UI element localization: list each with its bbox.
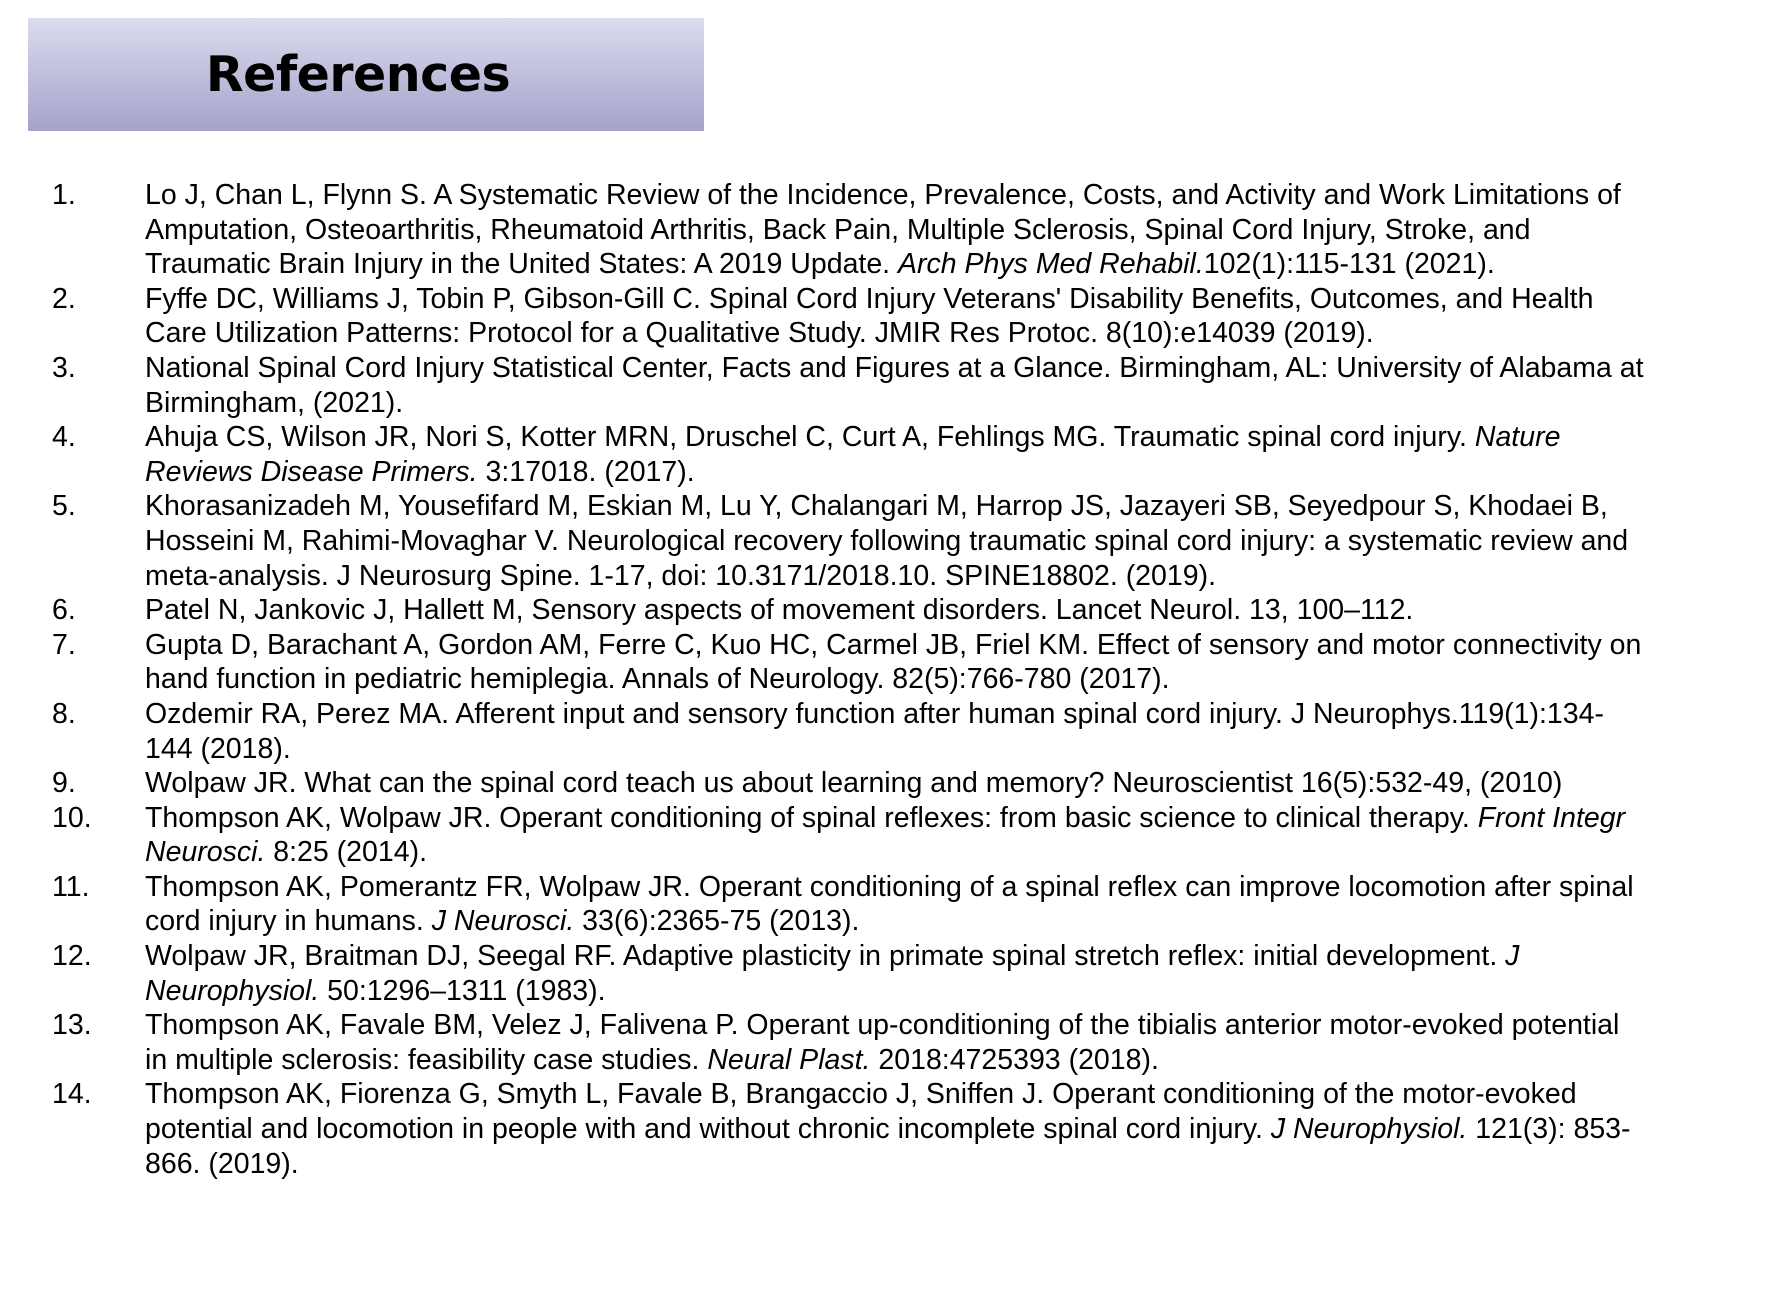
reference-citation — [145, 870, 1645, 939]
reference-item — [52, 766, 1742, 801]
reference-item — [52, 351, 1742, 420]
journal-name: J Neurophysiol. — [1270, 1113, 1468, 1146]
reference-item — [52, 870, 1742, 939]
reference-item — [52, 178, 1742, 282]
reference-item — [52, 282, 1742, 351]
reference-citation — [145, 282, 1645, 351]
reference-number: 7. — [52, 628, 76, 661]
reference-number: 13. — [52, 1009, 92, 1042]
citation-text: Ozdemir RA, Perez MA. Afferent input and sensory function after human spinal cord injury. J Neurophys.119(1):134-144 (2018). — [145, 697, 1604, 765]
reference-item — [52, 420, 1742, 489]
citation-text: Lo J, Chan L, Flynn S. A Systematic Review of the Incidence, Prevalence, Costs, and Activity and Work Limitations of Amputation, Osteoarthritis, Rheumatoid Arthritis, Back Pain, Multiple Sclerosis, Spinal Cord Injury, Stroke, and Traumatic Brain Injury in the United States: A 2019 Update. — [145, 179, 1621, 281]
journal-name: J Neurosci. — [431, 905, 575, 938]
reference-item — [52, 489, 1742, 593]
citation-text: Ahuja CS, Wilson JR, Nori S, Kotter MRN, Druschel C, Curt A, Fehlings MG. Traumatic spinal cord injury. — [145, 421, 1475, 454]
reference-number: 6. — [52, 594, 76, 627]
reference-number: 11. — [52, 870, 90, 903]
reference-item — [52, 1008, 1742, 1077]
reference-item — [52, 593, 1742, 628]
reference-number: 10. — [52, 801, 92, 834]
reference-citation — [145, 801, 1645, 870]
journal-name: Arch Phys Med Rehabil. — [898, 248, 1204, 281]
reference-number: 4. — [52, 421, 76, 454]
reference-citation — [145, 351, 1645, 420]
reference-number: 14. — [52, 1078, 92, 1111]
citation-text: 33(6):2365-75 (2013). — [574, 905, 860, 938]
citation-text: 3:17018. (2017). — [477, 455, 695, 488]
reference-citation — [145, 420, 1645, 489]
reference-item — [52, 1077, 1742, 1181]
reference-item — [52, 801, 1742, 870]
citation-text: Wolpaw JR. What can the spinal cord teach us about learning and memory? Neuroscientist 16(5):532-49, (2010) — [145, 767, 1563, 800]
reference-number: 2. — [52, 282, 76, 315]
citation-text: 102(1):115-131 (2021). — [1203, 248, 1495, 281]
reference-citation — [145, 489, 1645, 593]
citation-text: National Spinal Cord Injury Statistical Center, Facts and Figures at a Glance. Birmingham, AL: University of Alabama at Birmingham, (2021). — [145, 351, 1644, 419]
reference-citation — [145, 766, 1645, 801]
citation-text: 8:25 (2014). — [265, 836, 427, 869]
reference-number: 1. — [52, 179, 76, 211]
journal-name: Front Integr Neurosci. — [145, 801, 1626, 869]
citation-text: Gupta D, Barachant A, Gordon AM, Ferre C, Kuo HC, Carmel JB, Friel KM. Effect of sensory and motor connectivity on hand function in pediatric hemiplegia. Annals of Neurology. 82(5):766-780 (2017). — [145, 628, 1642, 696]
journal-name: Neural Plast. — [707, 1043, 871, 1076]
citation-text: Patel N, Jankovic J, Hallett M, Sensory aspects of movement disorders. Lancet Neurol. 13, 100–112. — [145, 594, 1414, 627]
citation-text: 50:1296–1311 (1983). — [319, 974, 606, 1007]
citation-text: Fyffe DC, Williams J, Tobin P, Gibson-Gill C. Spinal Cord Injury Veterans' Disability Benefits, Outcomes, and Health Care Utilization Patterns: Protocol for a Qualitative Study. JMIR Res Protoc. 8(10):e14039 (2019). — [145, 282, 1594, 350]
citation-text: Thompson AK, Favale BM, Velez J, Falivena P. Operant up-conditioning of the tibialis anterior motor-evoked potential in multiple sclerosis: feasibility case studies. — [145, 1009, 1620, 1076]
reference-number: 12. — [52, 940, 92, 973]
citation-text: Thompson AK, Pomerantz FR, Wolpaw JR. Operant conditioning of a spinal reflex can improve locomotion after spinal cord injury in humans. — [145, 870, 1634, 938]
journal-name: Nature Reviews Disease Primers. — [145, 421, 1561, 488]
title-banner — [28, 18, 704, 131]
reference-number: 5. — [52, 490, 76, 523]
reference-number: 8. — [52, 697, 76, 730]
reference-number: 3. — [52, 351, 76, 384]
citation-text: Thompson AK, Fiorenza G, Smyth L, Favale B, Brangaccio J, Sniffen J. Operant conditioning of the motor-evoked potential and locomotion in people with and without chronic incomplete spinal cord injury. — [145, 1078, 1577, 1146]
reference-item — [52, 939, 1742, 1008]
reference-item — [52, 697, 1742, 766]
reference-item — [52, 628, 1742, 697]
reference-list — [52, 178, 1742, 1181]
reference-citation — [145, 1077, 1645, 1181]
citation-text: 121(3): 853-866. (2019). — [145, 1113, 1631, 1180]
journal-name: J Neurophysiol. — [145, 940, 1520, 1007]
reference-citation — [145, 593, 1645, 628]
citation-text: Thompson AK, Wolpaw JR. Operant conditioning of spinal reflexes: from basic science to clinical therapy. — [145, 801, 1478, 834]
reference-citation — [145, 1008, 1645, 1077]
reference-number: 9. — [52, 767, 76, 800]
reference-citation — [145, 178, 1645, 282]
reference-citation — [145, 697, 1645, 766]
citation-text: 2018:4725393 (2018). — [870, 1043, 1159, 1076]
reference-citation — [145, 939, 1645, 1008]
citation-text: Wolpaw JR, Braitman DJ, Seegal RF. Adaptive plasticity in primate spinal stretch reflex: initial development. — [145, 940, 1506, 973]
page-title: References — [205, 46, 511, 103]
citation-text: Khorasanizadeh M, Yousefifard M, Eskian M, Lu Y, Chalangari M, Harrop JS, Jazayeri SB, Seyedpour S, Khodaei B, Hosseini M, Rahimi-Movaghar V. Neurological recovery following traumatic spinal cord injury: a systematic review and meta-analysis. J Neurosurg Spine. 1-17, doi: 10.3171/2018.10. SPINE18802. (2019). — [145, 490, 1629, 592]
reference-citation — [145, 628, 1645, 697]
